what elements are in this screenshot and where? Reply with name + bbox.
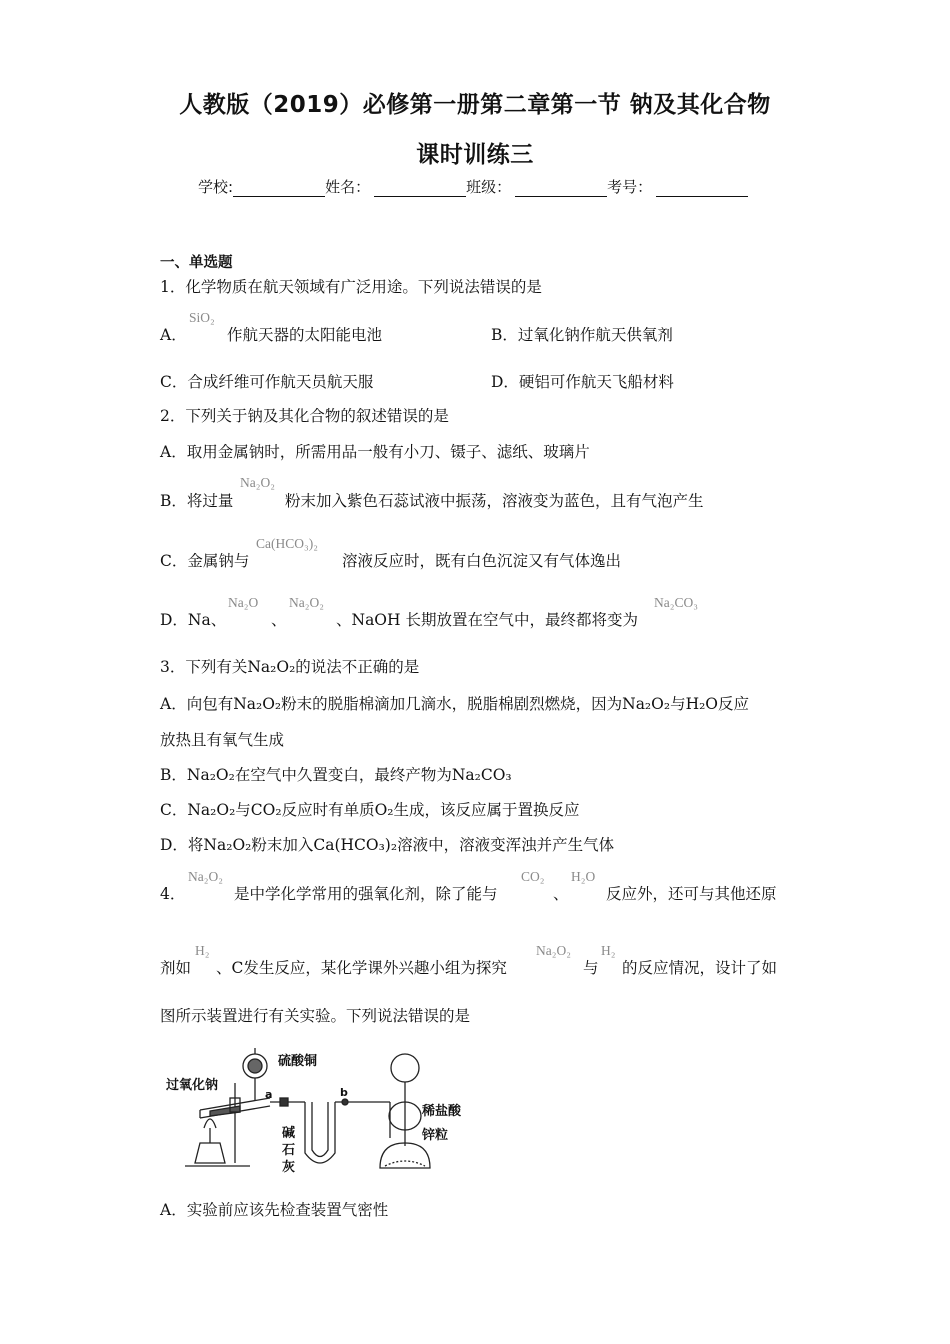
q4-text-line3: 图所示装置进行有关实验。下列说法错误的是 xyxy=(160,1007,471,1025)
label-soda-lime-2: 石 xyxy=(282,1143,296,1158)
q2-option-d-formula-3: Na₂CO₃ xyxy=(654,595,698,610)
q2-option-d-separator: 、 xyxy=(271,611,287,629)
label-a: a xyxy=(265,1088,273,1101)
q2-option-a: A．取用金属钠时，所需用品一般有小刀、镊子、滤纸、玻璃片 xyxy=(160,443,590,461)
q4-formula-na2o2: Na₂O₂ xyxy=(188,869,223,884)
kipp-bottom-bulb xyxy=(380,1143,430,1168)
q2-option-d-text: 、NaOH 长期放置在空气中，最终都将变为 xyxy=(336,611,638,629)
q2-option-b-text: 粉末加入紫色石蕊试液中振荡，溶液变为蓝色，且有气泡产生 xyxy=(285,492,704,510)
q2-stem: 2．下列关于钠及其化合物的叙述错误的是 xyxy=(160,407,449,425)
q2-option-b-formula: Na₂O₂ xyxy=(240,475,275,490)
label-copper-sulfate: 硫酸铜 xyxy=(278,1054,318,1069)
q1-stem: 1．化学物质在航天领域有广泛用途。下列说法错误的是 xyxy=(160,278,542,296)
q1-option-c: C．合成纤维可作航天员航天服 xyxy=(160,373,374,391)
label-zinc-granules: 锌粒 xyxy=(422,1128,449,1143)
label-sodium-peroxide: 过氧化钠 xyxy=(166,1078,219,1093)
q4-text-5: 、C发生反应，某化学课外兴趣小组为探究 xyxy=(216,959,507,977)
q2-option-d-label: D．Na、 xyxy=(160,611,227,629)
class-label: 班级： xyxy=(466,178,512,196)
q2-option-d-formula-2: Na₂O₂ xyxy=(289,595,324,610)
q3-option-c: C．Na₂O₂与CO₂反应时有单质O₂生成，该反应属于置换反应 xyxy=(160,801,580,819)
q1-option-a-label: A． xyxy=(160,326,187,344)
q4-formula-h2: H₂ xyxy=(195,943,210,958)
q4-formula-h2o: H₂O xyxy=(571,869,596,884)
exam-number-label: 考号： xyxy=(607,178,653,196)
q4-formula-na2o2-b: Na₂O₂ xyxy=(536,943,571,958)
page-title: 人教版（2019）必修第一册第二章第一节 钠及其化合物 xyxy=(179,92,771,118)
school-blank[interactable] xyxy=(233,180,325,197)
q2-option-b-label: B．将过量 xyxy=(160,492,234,510)
q4-text-2: 、 xyxy=(553,885,569,903)
q4-text-4: 剂如 xyxy=(160,959,192,977)
page-subtitle: 课时训练三 xyxy=(416,142,534,168)
q1-option-a-formula: SiO₂ xyxy=(189,310,215,325)
kipp-top-bulb xyxy=(391,1054,419,1082)
q4-text-7: 的反应情况，设计了如 xyxy=(622,959,778,977)
q2-option-c-text: 溶液反应时，既有白色沉淀又有气体逸出 xyxy=(342,552,622,570)
q2-option-c-label: C．金属钠与 xyxy=(160,552,250,570)
school-label: 学校: xyxy=(198,178,234,196)
q4-number: 4． xyxy=(160,885,186,903)
q2-option-c-formula: Ca(HCO₃)₂ xyxy=(256,536,318,551)
q3-option-d: D．将Na₂O₂粉末加入Ca(HCO₃)₂溶液中，溶液变浑浊并产生气体 xyxy=(160,836,615,854)
q4-text-3: 反应外，还可与其他还原 xyxy=(606,885,777,903)
name-label: 姓名： xyxy=(325,178,371,196)
q4-option-a: A．实验前应该先检查装置气密性 xyxy=(160,1201,389,1219)
q3-option-a-line1: A．向包有Na₂O₂粉末的脱脂棉滴加几滴水，脱脂棉剧烈燃烧，因为Na₂O₂与H₂O反应 xyxy=(160,695,750,713)
q1-option-b: B．过氧化钠作航天供氧剂 xyxy=(491,326,673,344)
apparatus-diagram xyxy=(160,1038,480,1178)
name-blank[interactable] xyxy=(374,180,466,197)
q4-formula-h2-b: H₂ xyxy=(601,943,616,958)
label-soda-lime-3: 灰 xyxy=(282,1160,296,1175)
q1-option-a-text: 作航天器的太阳能电池 xyxy=(227,326,383,344)
label-soda-lime-1: 碱 xyxy=(282,1126,296,1141)
q4-formula-co2: CO₂ xyxy=(521,869,545,884)
q3-stem: 3．下列有关Na₂O₂的说法不正确的是 xyxy=(160,658,420,676)
q4-text-6: 与 xyxy=(583,959,599,977)
q3-option-b: B．Na₂O₂在空气中久置变白，最终产物为Na₂CO₃ xyxy=(160,766,512,784)
q3-option-a-line2: 放热且有氧气生成 xyxy=(160,731,285,749)
q1-option-d: D．硬铝可作航天飞船材料 xyxy=(491,373,674,391)
q2-option-d-formula-1: Na₂O xyxy=(228,595,259,610)
section-heading: 一、单选题 xyxy=(160,255,233,271)
alcohol-lamp xyxy=(195,1143,225,1163)
exam-number-blank[interactable] xyxy=(656,180,748,197)
q4-text-1: 是中学化学常用的强氧化剂，除了能与 xyxy=(234,885,498,903)
valve-b xyxy=(342,1099,348,1105)
student-info-line xyxy=(198,176,748,197)
u-tube xyxy=(305,1102,335,1163)
flame-icon xyxy=(204,1119,216,1128)
label-dilute-hcl: 稀盐酸 xyxy=(422,1104,462,1119)
class-blank[interactable] xyxy=(515,180,607,197)
label-b: b xyxy=(340,1086,348,1099)
